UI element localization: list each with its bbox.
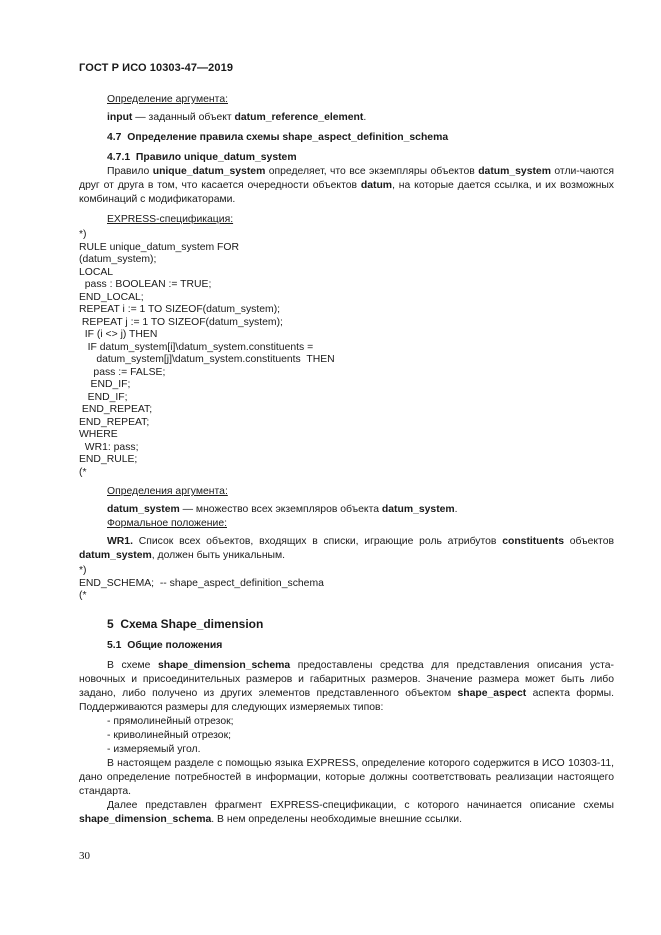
arg-defs-label: Определения аргумента:	[107, 486, 228, 497]
express-code-rule: *) RULE unique_datum_system FOR (datum_system); LOCAL pass : BOOLEAN := TRUE; END_LOCAL; REPEAT i := 1 TO SIZEOF(datum_system); REPEAT j := 1 TO SIZEOF(datum_system); IF (i <> j) THEN IF datum_system[i]\datum_system.constituents = datum_system[j]\datum_system.constituents THEN pass := FALSE; END_IF; END_IF; END_REPEAT; END_REPEAT; WHERE WR1: pass; END_RULE; (*	[79, 229, 335, 478]
list-item: - криволинейный отрезок;	[107, 729, 232, 741]
section-5-1-paragraph-3: Далее представлен фрагмент EXPRESS-спецификации, с которого начинается описание схемы shape_dimension_schema. В нем определены необходимые внешние ссылки.	[79, 799, 614, 825]
section-4-7-1-heading: 4.7.1 Правило unique_datum_system	[107, 152, 297, 163]
page-content	[79, 93, 614, 827]
section-5-1-paragraph-2: В настоящем разделе с помощью языка EXPRESS, определение которого содержится в ИСО 10303-11, дано определение потребностей в информации, которые должны соответствовать реализации настоящего стандарта.	[79, 757, 614, 797]
datum-system-def: datum_system — множество всех экземпляров объекта datum_system.	[107, 504, 458, 515]
measure-types-list	[79, 715, 614, 757]
page-number: 30	[79, 850, 90, 862]
formal-label: Формальное положение:	[107, 518, 227, 529]
section-4-7-heading: 4.7 Определение правила схемы shape_aspect_definition_schema	[107, 132, 449, 143]
list-item: - прямолинейный отрезок;	[107, 715, 234, 727]
section-4-7-1-paragraph: Правило unique_datum_system определяет, что все экземпляры объектов datum_system отли-чаются друг от друга в том, что касается очередности объектов datum, на которые дается ссылка, и их возможных комбинаций с модификаторами.	[79, 166, 614, 205]
section-5-1-heading: 5.1 Общие положения	[107, 639, 223, 651]
list-item: - измеряемый угол.	[107, 743, 201, 755]
section-5-heading: 5 Схема Shape_dimension	[107, 616, 264, 631]
section-5-1-paragraph-1: В схеме shape_dimension_schema предоставлены средства для представления описания уста-новочных и присоединительных размеров и габаритных размеров. Значение размера может быть либо задано, либо получено из других элементов представленного объектом shape_aspect аспекта формы. Поддерживаются размеры для следующих измеряемых типов:	[79, 659, 614, 713]
arg-def-label: Определение аргумента:	[107, 94, 228, 105]
wr1-paragraph: WR1. Список всех объектов, входящих в списки, играющие роль атрибутов constituents объектов datum_system, должен быть уникальным.	[79, 536, 615, 561]
express-code-end-schema: *) END_SCHEMA; -- shape_aspect_definition_schema (*	[79, 565, 324, 601]
document-header: ГОСТ Р ИСО 10303-47—2019	[79, 62, 234, 74]
express-spec-label: EXPRESS-спецификация:	[107, 214, 234, 225]
input-def: input — заданный объект datum_reference_element.	[107, 112, 367, 123]
